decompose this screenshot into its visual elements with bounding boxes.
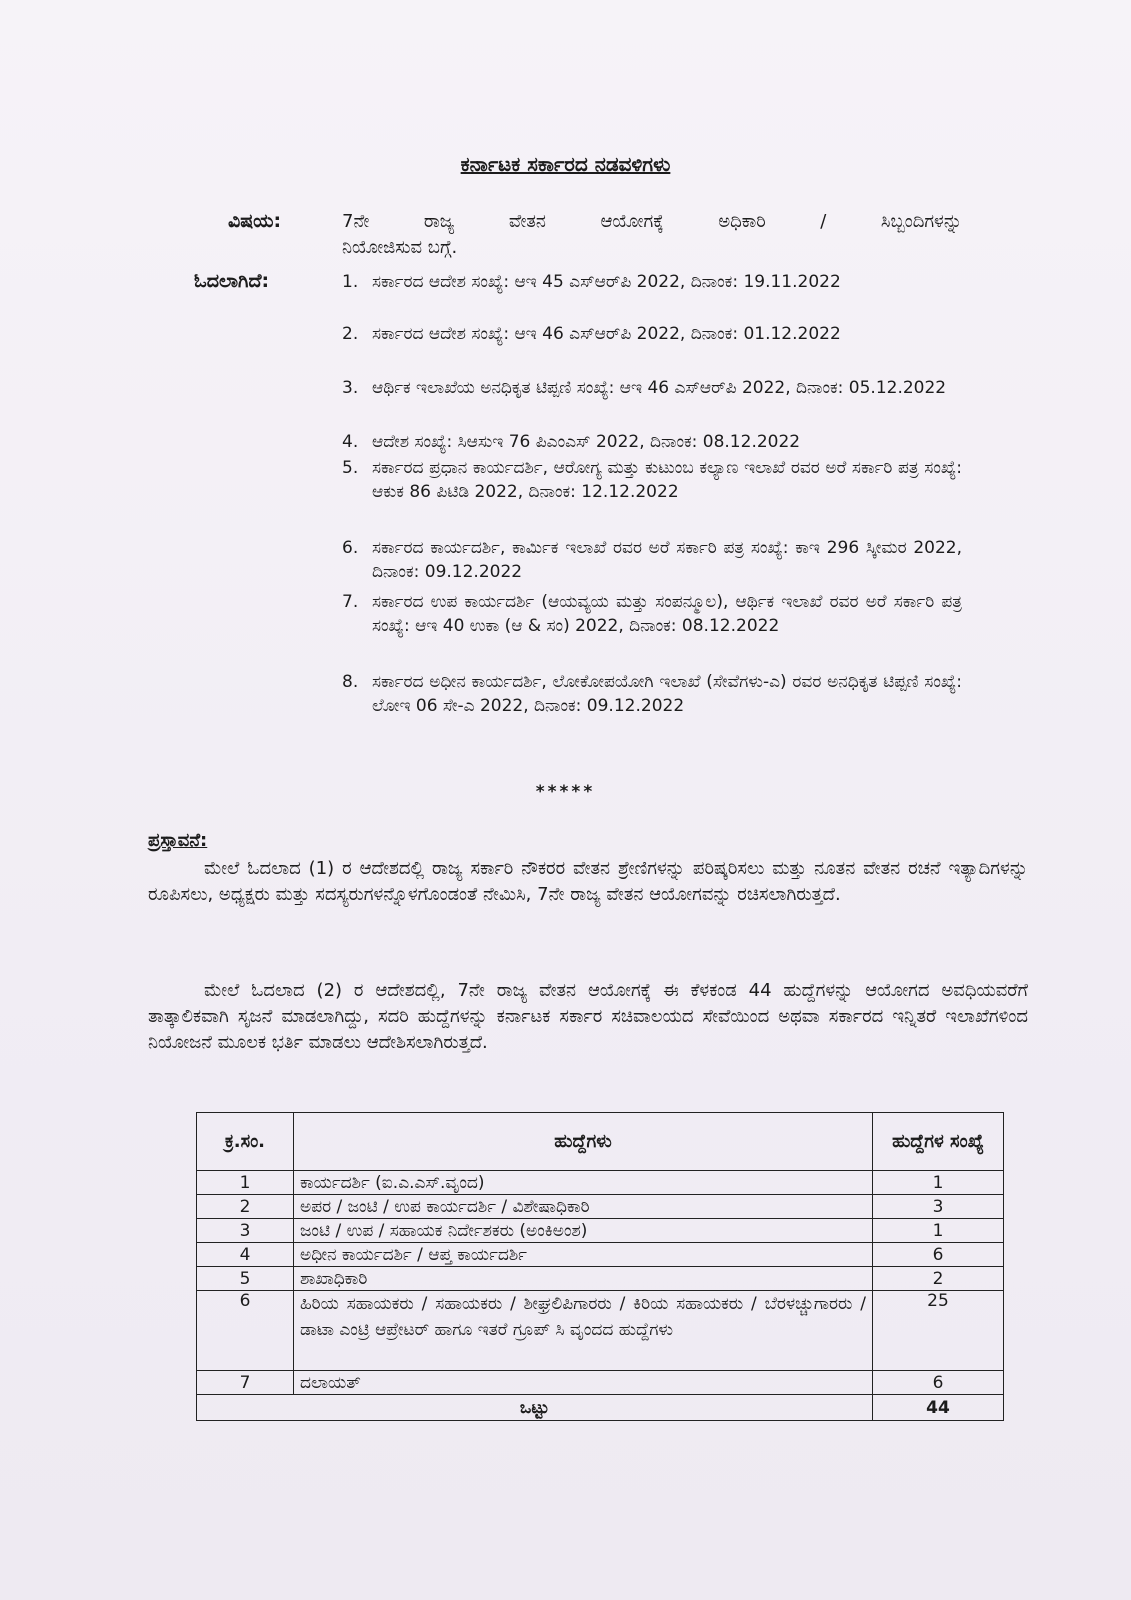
table-row xyxy=(197,1267,1004,1291)
table-total-row xyxy=(197,1395,1004,1421)
reference-text: ಸರ್ಕಾರದ ಆದೇಶ ಸಂಖ್ಯೆ: ಆಇ 45 ಎಸ್‌ಆರ್‌ಪಿ 2022, ದಿನಾಂಕ: 19.11.2022 xyxy=(372,272,841,292)
cell-count: 6 xyxy=(873,1243,1004,1267)
total-label: ಒಟ್ಟು xyxy=(197,1395,873,1421)
table-row xyxy=(197,1219,1004,1243)
cell-count: 2 xyxy=(873,1267,1004,1291)
table-row xyxy=(197,1243,1004,1267)
reference-text: ಸರ್ಕಾರದ ಅಧೀನ ಕಾರ್ಯದರ್ಶಿ, ಲೋಕೋಪಯೋಗಿ ಇಲಾಖೆ (ಸೇವೆಗಳು-ಎ) ರವರ ಅನಧಿಕೃತ ಟಿಪ್ಪಣಿ ಸಂಖ್ಯೆ: ಲೋಇ 06 ಸೇ-ಎ 2022, ದಿನಾಂಕ: 09.12.2022 xyxy=(372,672,962,716)
cell-post: ಶಾಖಾಧಿಕಾರಿ xyxy=(294,1267,873,1291)
subject-line-2: ನಿಯೋಜಿಸುವ ಬಗ್ಗೆ. xyxy=(342,237,458,258)
reference-item xyxy=(342,536,962,584)
cell-sno: 1 xyxy=(197,1171,294,1195)
cell-count: 1 xyxy=(873,1219,1004,1243)
reference-number: 5. xyxy=(342,458,359,478)
reference-text: ಸರ್ಕಾರದ ಉಪ ಕಾರ್ಯದರ್ಶಿ (ಆಯವ್ಯಯ ಮತ್ತು ಸಂಪನ್ಮೂಲ), ಆರ್ಥಿಕ ಇಲಾಖೆ ರವರ ಅರೆ ಸರ್ಕಾರಿ ಪತ್ರ ಸಂಖ್ಯೆ: ಆಇ 40 ಉಕಾ (ಆ & ಸಂ) 2022, ದಿನಾಂಕ: 08.12.2022 xyxy=(372,592,962,636)
cell-post: ಜಂಟಿ / ಉಪ / ಸಹಾಯಕ ನಿರ್ದೇಶಕರು (ಅಂಕಿಅಂಶ) xyxy=(294,1219,873,1243)
cell-post: ಅಪರ / ಜಂಟಿ / ಉಪ ಕಾರ್ಯದರ್ಶಿ / ವಿಶೇಷಾಧಿಕಾರಿ xyxy=(294,1195,873,1219)
reference-item xyxy=(342,670,962,718)
reference-text: ಆರ್ಥಿಕ ಇಲಾಖೆಯ ಅನಧಿಕೃತ ಟಿಪ್ಪಣಿ ಸಂಖ್ಯೆ: ಆಇ 46 ಎಸ್‌ಆರ್‌ಪಿ 2022, ದಿನಾಂಕ: 05.12.2022 xyxy=(372,378,947,398)
preamble-heading: ಪ್ರಸ್ತಾವನೆ: xyxy=(148,830,208,851)
cell-count: 6 xyxy=(873,1371,1004,1395)
posts-table xyxy=(196,1112,1004,1421)
cell-post: ಅಧೀನ ಕಾರ್ಯದರ್ಶಿ / ಆಪ್ತ ಕಾರ್ಯದರ್ಶಿ xyxy=(294,1243,873,1267)
preamble-paragraph-1: ಮೇಲೆ ಓದಲಾದ (1) ರ ಆದೇಶದಲ್ಲಿ ರಾಜ್ಯ ಸರ್ಕಾರಿ ನೌಕರರ ವೇತನ ಶ್ರೇಣಿಗಳನ್ನು ಪರಿಷ್ಕರಿಸಲು ಮತ್ತು ನೂತನ ವೇತನ ರಚನೆ ಇತ್ಯಾದಿಗಳನ್ನು ರೂಪಿಸಲು, ಅಧ್ಯಕ್ಷರು ಮತ್ತು ಸದಸ್ಯರುಗಳನ್ನೊಳಗೊಂಡಂತೆ ನೇಮಿಸಿ, 7ನೇ ರಾಜ್ಯ ವೇತನ ಆಯೋಗವನ್ನು ರಚಿಸಲಾಗಿರುತ್ತದೆ. xyxy=(148,858,1028,905)
reference-number: 8. xyxy=(342,672,359,692)
cell-sno: 4 xyxy=(197,1243,294,1267)
references-label: ಓದಲಾಗಿದೆ: xyxy=(194,270,270,292)
subject-label: ವಿಷಯ: xyxy=(228,210,282,232)
table-header-row xyxy=(197,1113,1004,1171)
cell-sno: 7 xyxy=(197,1371,294,1395)
reference-number: 1. xyxy=(342,272,359,292)
preamble-paragraph-2: ಮೇಲೆ ಓದಲಾದ (2) ರ ಆದೇಶದಲ್ಲಿ, 7ನೇ ರಾಜ್ಯ ವೇತನ ಆಯೋಗಕ್ಕೆ ಈ ಕೆಳಕಂಡ 44 ಹುದ್ದೆಗಳನ್ನು ಆಯೋಗದ ಅವಧಿಯವರೆಗೆ ತಾತ್ಕಾಲಿಕವಾಗಿ ಸೃಜನೆ ಮಾಡಲಾಗಿದ್ದು, ಸದರಿ ಹುದ್ದೆಗಳನ್ನು ಕರ್ನಾಟಕ ಸರ್ಕಾರ ಸಚಿವಾಲಯದ ಸೇವೆಯಿಂದ ಅಥವಾ ಸರ್ಕಾರದ ಇನ್ನಿತರೆ ಇಲಾಖೆಗಳಿಂದ ನಿಯೋಜನೆ ಮೂಲಕ ಭರ್ತಿ ಮಾಡಲು ಆದೇಶಿಸಲಾಗಿರುತ್ತದೆ. xyxy=(148,980,1028,1053)
table-row xyxy=(197,1195,1004,1219)
table-row xyxy=(197,1171,1004,1195)
reference-number: 4. xyxy=(342,432,359,452)
total-value: 44 xyxy=(873,1395,1004,1421)
cell-sno: 5 xyxy=(197,1267,294,1291)
table-row xyxy=(197,1291,1004,1371)
reference-item xyxy=(342,376,962,400)
reference-number: 6. xyxy=(342,538,359,558)
cell-count: 25 xyxy=(873,1291,1004,1371)
reference-text: ಆದೇಶ ಸಂಖ್ಯೆ: ಸಿಆಸುಇ 76 ಪಿಎಂಎಸ್ 2022, ದಿನಾಂಕ: 08.12.2022 xyxy=(372,432,801,452)
reference-number: 7. xyxy=(342,592,359,612)
cell-count: 1 xyxy=(873,1171,1004,1195)
reference-text: ಸರ್ಕಾರದ ಆದೇಶ ಸಂಖ್ಯೆ: ಆಇ 46 ಎಸ್‌ಆರ್‌ಪಿ 2022, ದಿನಾಂಕ: 01.12.2022 xyxy=(372,324,841,344)
column-header-posts: ಹುದ್ದೆಗಳು xyxy=(294,1113,873,1171)
column-header-sno: ಕ್ರ.ಸಂ. xyxy=(197,1113,294,1171)
cell-sno: 6 xyxy=(197,1291,294,1371)
reference-item xyxy=(342,590,962,638)
cell-sno: 2 xyxy=(197,1195,294,1219)
cell-post: ಹಿರಿಯ ಸಹಾಯಕರು / ಸಹಾಯಕರು / ಶೀಘ್ರಲಿಪಿಗಾರರು / ಕಿರಿಯ ಸಹಾಯಕರು / ಬೆರಳಚ್ಚುಗಾರರು / ಡಾಟಾ ಎಂಟ್ರಿ ಆಪ್ರೇಟರ್ ಹಾಗೂ ಇತರೆ ಗ್ರೂಪ್ ಸಿ ವೃಂದದ ಹುದ್ದೆಗಳು xyxy=(294,1291,873,1371)
cell-sno: 3 xyxy=(197,1219,294,1243)
reference-number: 2. xyxy=(342,324,359,344)
cell-post: ದಲಾಯತ್ xyxy=(294,1371,873,1395)
reference-item xyxy=(342,270,962,294)
cell-post: ಕಾರ್ಯದರ್ಶಿ (ಐ.ಎ.ಎಸ್.ವೃಂದ) xyxy=(294,1171,873,1195)
section-separator: ***** xyxy=(535,782,596,802)
column-header-count: ಹುದ್ದೆಗಳ ಸಂಖ್ಯೆ xyxy=(873,1113,1004,1171)
reference-item xyxy=(342,322,962,346)
table-row xyxy=(197,1371,1004,1395)
reference-item xyxy=(342,456,962,504)
cell-count: 3 xyxy=(873,1195,1004,1219)
reference-item xyxy=(342,430,962,454)
reference-number: 3. xyxy=(342,378,359,398)
subject-line-1: 7ನೇ ರಾಜ್ಯ ವೇತನ ಆಯೋಗಕ್ಕೆ ಅಧಿಕಾರಿ / ಸಿಬ್ಬಂದಿಗಳನ್ನು xyxy=(342,211,962,232)
reference-text: ಸರ್ಕಾರದ ಪ್ರಧಾನ ಕಾರ್ಯದರ್ಶಿ, ಆರೋಗ್ಯ ಮತ್ತು ಕುಟುಂಬ ಕಲ್ಯಾಣ ಇಲಾಖೆ ರವರ ಅರೆ ಸರ್ಕಾರಿ ಪತ್ರ ಸಂಖ್ಯೆ: ಆಕುಕ 86 ಪಿಟಿಡಿ 2022, ದಿನಾಂಕ: 12.12.2022 xyxy=(372,458,962,502)
reference-text: ಸರ್ಕಾರದ ಕಾರ್ಯದರ್ಶಿ, ಕಾರ್ಮಿಕ ಇಲಾಖೆ ರವರ ಅರೆ ಸರ್ಕಾರಿ ಪತ್ರ ಸಂಖ್ಯೆ: ಕಾಇ 296 ಸ್ಕೀಮರ 2022, ದಿನಾಂಕ: 09.12.2022 xyxy=(372,538,962,582)
document-title: ಕರ್ನಾಟಕ ಸರ್ಕಾರದ ನಡವಳಿಗಳು xyxy=(460,152,671,176)
